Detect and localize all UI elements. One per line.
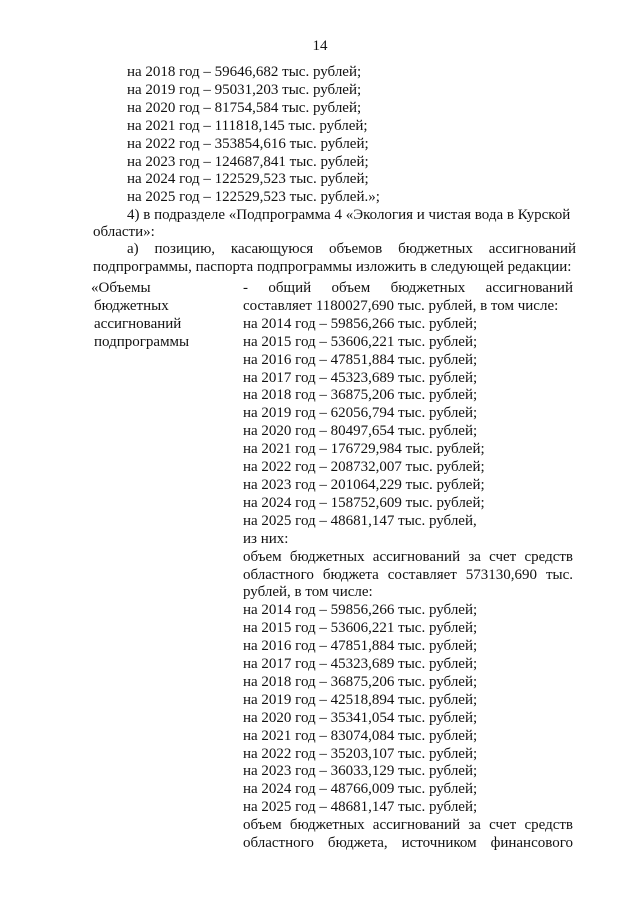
regional-year-line: на 2018 год – 36875,206 тыс. рублей; (243, 673, 478, 690)
item-4-continuation: области»: (93, 224, 155, 240)
regional-year-line: на 2021 год – 83074,084 тыс. рублей; (243, 727, 478, 744)
regional-line3: рублей, в том числе: (243, 584, 373, 601)
total-year-line: на 2018 год – 36875,206 тыс. рублей; (243, 387, 478, 404)
regional-year-line: на 2016 год – 47851,884 тыс. рублей; (243, 638, 478, 655)
total-year-line: на 2024 год – 158752,609 тыс. рублей; (243, 494, 485, 511)
iz-nih: из них: (243, 530, 289, 547)
regional-year-line: на 2014 год – 59856,266 тыс. рублей; (243, 602, 478, 619)
label-line: ассигнований (94, 315, 182, 332)
page-number: 14 (312, 38, 328, 54)
regional-year-line: на 2024 год – 48766,009 тыс. рублей; (243, 781, 478, 798)
total-year-line: на 2015 год – 53606,221 тыс. рублей; (243, 333, 478, 350)
total-year-line: на 2021 год – 176729,984 тыс. рублей; (243, 441, 485, 458)
regional-line1: объем бюджетных ассигнований за счет средств (243, 548, 573, 565)
funding-line: на 2020 год – 81754,584 тыс. рублей; (127, 99, 362, 116)
funding-line: на 2025 год – 122529,523 тыс. рублей.»; (127, 189, 380, 206)
regional-source-line1: объем бюджетных ассигнований за счет средств (243, 817, 573, 834)
label-line: бюджетных (94, 297, 169, 314)
item-a-paragraph (93, 241, 576, 277)
regional-year-line: на 2022 год – 35203,107 тыс. рублей; (243, 745, 478, 762)
label-line: подпрограммы (94, 333, 190, 350)
regional-year-line: на 2017 год – 45323,689 тыс. рублей; (243, 656, 478, 673)
item-4-line1: 4) в подразделе «Подпрограмма 4 «Экология и чистая вода в Курской (127, 207, 571, 223)
funding-line: на 2022 год – 353854,616 тыс. рублей; (127, 135, 369, 152)
total-year-line: на 2023 год – 201064,229 тыс. рублей; (243, 476, 485, 493)
total-year-line: на 2020 год – 80497,654 тыс. рублей; (243, 423, 478, 440)
regional-year-line: на 2019 год – 42518,894 тыс. рублей; (243, 691, 478, 708)
regional-year-line: на 2023 год – 36033,129 тыс. рублей; (243, 763, 478, 780)
item-a-line1: а) позицию, касающуюся объемов бюджетных ассигнований (127, 241, 576, 257)
funding-line: на 2021 год – 111818,145 тыс. рублей; (127, 117, 368, 134)
regional-line2: областного бюджета составляет 573130,690 тыс. (243, 566, 573, 583)
funding-line: на 2018 год – 59646,682 тыс. рублей; (127, 64, 362, 80)
total-year-line: на 2016 год – 47851,884 тыс. рублей; (243, 351, 478, 368)
passport-row-value (243, 280, 573, 853)
regional-year-line: на 2025 год – 48681,147 тыс. рублей; (243, 799, 478, 816)
total-year-line: на 2017 год – 45323,689 тыс. рублей; (243, 369, 478, 386)
total-year-line: на 2025 год – 48681,147 тыс. рублей, (243, 512, 477, 529)
regional-year-line: на 2015 год – 53606,221 тыс. рублей; (243, 620, 478, 637)
passport-row-label (91, 280, 189, 352)
funding-line: на 2019 год – 95031,203 тыс. рублей; (127, 81, 362, 98)
regional-year-line: на 2020 год – 35341,054 тыс. рублей; (243, 709, 478, 726)
total-line1: - общий объем бюджетных ассигнований (243, 280, 573, 296)
item-a-line2: подпрограммы, паспорта подпрограммы изложить в следующей редакции: (93, 258, 572, 275)
total-year-line: на 2019 год – 62056,794 тыс. рублей; (243, 405, 478, 422)
total-year-line: на 2014 год – 59856,266 тыс. рублей; (243, 315, 478, 332)
previous-funding-list (127, 64, 380, 207)
label-line: «Объемы (91, 280, 151, 296)
regional-source-line2: областного бюджета, источником финансового (243, 835, 573, 852)
funding-line: на 2023 год – 124687,841 тыс. рублей; (127, 153, 369, 170)
total-line2: составляет 1180027,690 тыс. рублей, в том числе: (243, 297, 559, 314)
item-4-line2 (93, 224, 576, 242)
total-year-line: на 2022 год – 208732,007 тыс. рублей; (243, 459, 485, 476)
funding-line: на 2024 год – 122529,523 тыс. рублей; (127, 171, 369, 188)
